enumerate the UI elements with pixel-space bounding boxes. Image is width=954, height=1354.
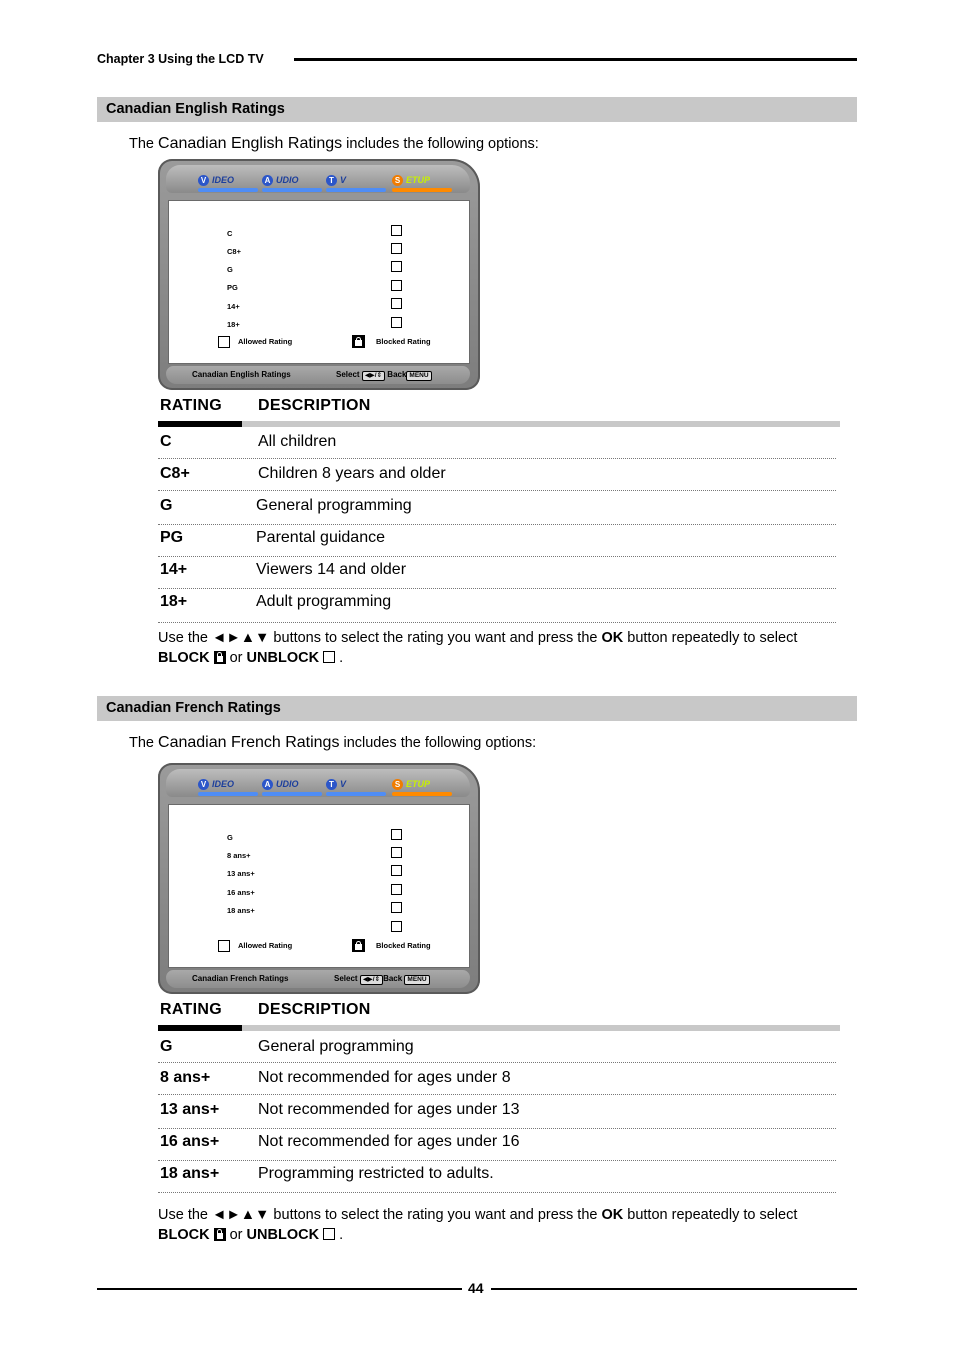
rating-description: Not recommended for ages under 13 — [258, 1101, 520, 1118]
chapter-title: Chapter 3 Using the LCD TV — [97, 52, 264, 66]
osd-tab-label: ETUP — [406, 175, 431, 185]
instr-text: or — [225, 649, 247, 666]
row-divider — [158, 588, 836, 589]
rating-description: All children — [258, 433, 337, 450]
rating-description: Children 8 years and older — [258, 465, 446, 482]
osd-rating-checkbox — [391, 298, 402, 309]
row-divider — [158, 524, 836, 525]
unblock-box-icon — [323, 1228, 335, 1240]
col-header-rating: RATING — [160, 1001, 222, 1018]
rating-description: Viewers 14 and older — [256, 561, 407, 578]
allowed-box-icon — [218, 940, 230, 952]
osd-select-label: Select — [334, 974, 358, 983]
col-header-description: DESCRIPTION — [258, 1001, 371, 1018]
col-header-description: DESCRIPTION — [258, 397, 371, 414]
lock-icon — [352, 939, 365, 952]
row-divider — [158, 1192, 836, 1193]
osd-tab-label: ETUP — [406, 779, 431, 789]
intro-name: Canadian English Ratings — [158, 135, 343, 152]
ok-button-label: OK — [601, 1207, 624, 1223]
osd-footer-select — [336, 370, 432, 381]
osd-screenshot-english — [158, 159, 480, 390]
osd-panel — [168, 200, 470, 364]
rating-code: C — [160, 433, 172, 450]
rating-code: 13 ans+ — [160, 1101, 220, 1118]
rating-code: 8 ans+ — [160, 1069, 211, 1086]
osd-rating-label: C8+ — [227, 247, 241, 256]
osd-menu-bar — [166, 769, 470, 797]
osd-tab-tv — [326, 777, 386, 791]
osd-rating-checkbox — [391, 847, 402, 858]
rating-description: General programming — [256, 497, 412, 514]
instr-text: buttons to select the rating you want and press the — [269, 1207, 602, 1223]
legend-blocked: Blocked Rating — [376, 941, 431, 950]
rating-code: 16 ans+ — [160, 1133, 220, 1150]
rating-description: Parental guidance — [256, 529, 385, 546]
instr-text: Use the — [158, 1207, 212, 1223]
arrow-keys-icon: ◀▶/⇕ — [360, 975, 383, 985]
audio-icon: A — [262, 779, 273, 790]
unblock-box-icon — [323, 651, 335, 663]
osd-rating-checkbox — [391, 243, 402, 254]
osd-back-label: Back — [383, 974, 403, 983]
instructions-english — [158, 629, 838, 668]
table-header-rule — [158, 421, 242, 427]
osd-rating-label: 18 ans+ — [227, 906, 255, 915]
unblock-label: UNBLOCK — [246, 1226, 320, 1243]
row-divider — [158, 1062, 836, 1063]
section-title-english: Canadian English Ratings — [106, 101, 285, 117]
rating-code: 14+ — [160, 561, 188, 578]
osd-rating-label: 13 ans+ — [227, 869, 255, 878]
osd-panel — [168, 804, 470, 968]
osd-tab-audio — [262, 777, 322, 791]
video-icon: V — [198, 175, 209, 186]
osd-tab-label: IDEO — [212, 779, 235, 789]
rating-description: General programming — [258, 1038, 414, 1055]
osd-tab-tv — [326, 173, 386, 187]
osd-footer-title: Canadian French Ratings — [192, 974, 289, 983]
osd-tab-label: UDIO — [276, 175, 299, 185]
section-bar-english — [97, 97, 857, 122]
osd-tab-setup — [392, 173, 452, 187]
menu-key-icon: MENU — [404, 975, 429, 985]
unblock-label: UNBLOCK — [246, 649, 320, 666]
osd-rating-checkbox — [391, 261, 402, 272]
osd-rating-checkbox — [391, 921, 402, 932]
allowed-box-icon — [218, 336, 230, 348]
osd-tab-label: UDIO — [276, 779, 299, 789]
osd-rating-label: 8 ans+ — [227, 851, 251, 860]
instructions-french — [158, 1206, 838, 1245]
rating-code: G — [160, 497, 173, 514]
instr-text: . — [335, 1226, 344, 1243]
row-divider — [158, 1128, 836, 1129]
osd-rating-checkbox — [391, 865, 402, 876]
lock-icon — [352, 335, 365, 348]
video-icon: V — [198, 779, 209, 790]
instr-text: . — [335, 649, 344, 666]
row-divider — [158, 1094, 836, 1095]
osd-footer — [166, 366, 470, 384]
instr-text: button repeatedly to select — [623, 1207, 798, 1223]
tv-icon: T — [326, 175, 337, 186]
intro-rest: includes the following options: — [339, 735, 537, 751]
ok-button-label: OK — [601, 630, 624, 646]
instr-text: button repeatedly to select — [623, 630, 798, 646]
table-header-rule — [158, 1025, 242, 1031]
table-header-rule — [242, 1025, 840, 1031]
osd-rating-checkbox — [391, 317, 402, 328]
col-header-rating: RATING — [160, 397, 222, 414]
osd-rating-checkbox — [391, 884, 402, 895]
osd-footer-select — [334, 974, 430, 985]
osd-footer-title: Canadian English Ratings — [192, 370, 291, 379]
intro-english — [129, 135, 539, 153]
osd-tab-audio — [262, 173, 322, 187]
osd-rating-checkbox — [391, 829, 402, 840]
arrow-keys-icon: ◀▶/⇕ — [362, 371, 385, 381]
section-title-french: Canadian French Ratings — [106, 700, 281, 716]
legend-allowed: Allowed Rating — [238, 941, 293, 950]
row-divider — [158, 458, 836, 459]
osd-back-label: Back — [387, 370, 407, 379]
osd-select-label: Select — [336, 370, 360, 379]
intro-french — [129, 734, 536, 752]
osd-rating-checkbox — [391, 280, 402, 291]
osd-tab-video — [198, 777, 258, 791]
osd-rating-label: G — [227, 265, 233, 274]
osd-rating-label: C — [227, 229, 233, 238]
row-divider — [158, 490, 836, 491]
osd-rating-checkbox — [391, 902, 402, 913]
section-bar-french — [97, 696, 857, 721]
arrow-buttons-icon: ◄►▲▼ — [212, 1207, 270, 1223]
intro-the: The — [129, 735, 159, 751]
lock-icon — [214, 651, 226, 664]
osd-rating-label: PG — [227, 283, 238, 292]
instr-text: or — [225, 1226, 247, 1243]
osd-rating-label: 18+ — [227, 320, 240, 329]
footer-rule-left — [97, 1288, 462, 1290]
osd-menu-bar — [166, 165, 470, 193]
legend-allowed: Allowed Rating — [238, 337, 293, 346]
osd-footer — [166, 970, 470, 988]
rating-code: G — [160, 1038, 173, 1055]
row-divider — [158, 1160, 836, 1161]
block-label: BLOCK — [158, 1226, 210, 1243]
osd-tab-video — [198, 173, 258, 187]
rating-code: 18+ — [160, 593, 188, 610]
rating-code: 18 ans+ — [160, 1165, 220, 1182]
osd-screenshot-french — [158, 763, 480, 994]
rating-code: PG — [160, 529, 184, 546]
rating-code: C8+ — [160, 465, 190, 482]
lock-icon — [214, 1228, 226, 1241]
osd-rating-checkbox — [391, 225, 402, 236]
row-divider — [158, 622, 836, 623]
tv-icon: T — [326, 779, 337, 790]
osd-rating-label: G — [227, 833, 233, 842]
intro-rest: includes the following options: — [342, 136, 539, 152]
page-number: 44 — [468, 1280, 484, 1296]
setup-icon: S — [392, 779, 403, 790]
setup-icon: S — [392, 175, 403, 186]
arrow-buttons-icon: ◄►▲▼ — [212, 630, 270, 646]
row-divider — [158, 556, 836, 557]
header-rule — [294, 58, 857, 61]
rating-description: Not recommended for ages under 16 — [258, 1133, 520, 1150]
osd-tab-label: V — [340, 779, 347, 789]
table-header-rule — [242, 421, 840, 427]
osd-tab-setup — [392, 777, 452, 791]
intro-name: Canadian French Ratings — [158, 734, 340, 751]
osd-rating-label: 14+ — [227, 302, 240, 311]
rating-description: Programming restricted to adults. — [258, 1165, 494, 1182]
rating-description: Adult programming — [256, 593, 392, 610]
rating-description: Not recommended for ages under 8 — [258, 1069, 511, 1086]
audio-icon: A — [262, 175, 273, 186]
osd-tab-label: V — [340, 175, 347, 185]
osd-rating-label: 16 ans+ — [227, 888, 255, 897]
intro-the: The — [129, 136, 159, 152]
menu-key-icon: MENU — [406, 371, 431, 381]
footer-rule-right — [491, 1288, 857, 1290]
legend-blocked: Blocked Rating — [376, 337, 431, 346]
block-label: BLOCK — [158, 649, 210, 666]
instr-text: buttons to select the rating you want and press the — [269, 630, 602, 646]
osd-tab-label: IDEO — [212, 175, 235, 185]
instr-text: Use the — [158, 630, 212, 646]
